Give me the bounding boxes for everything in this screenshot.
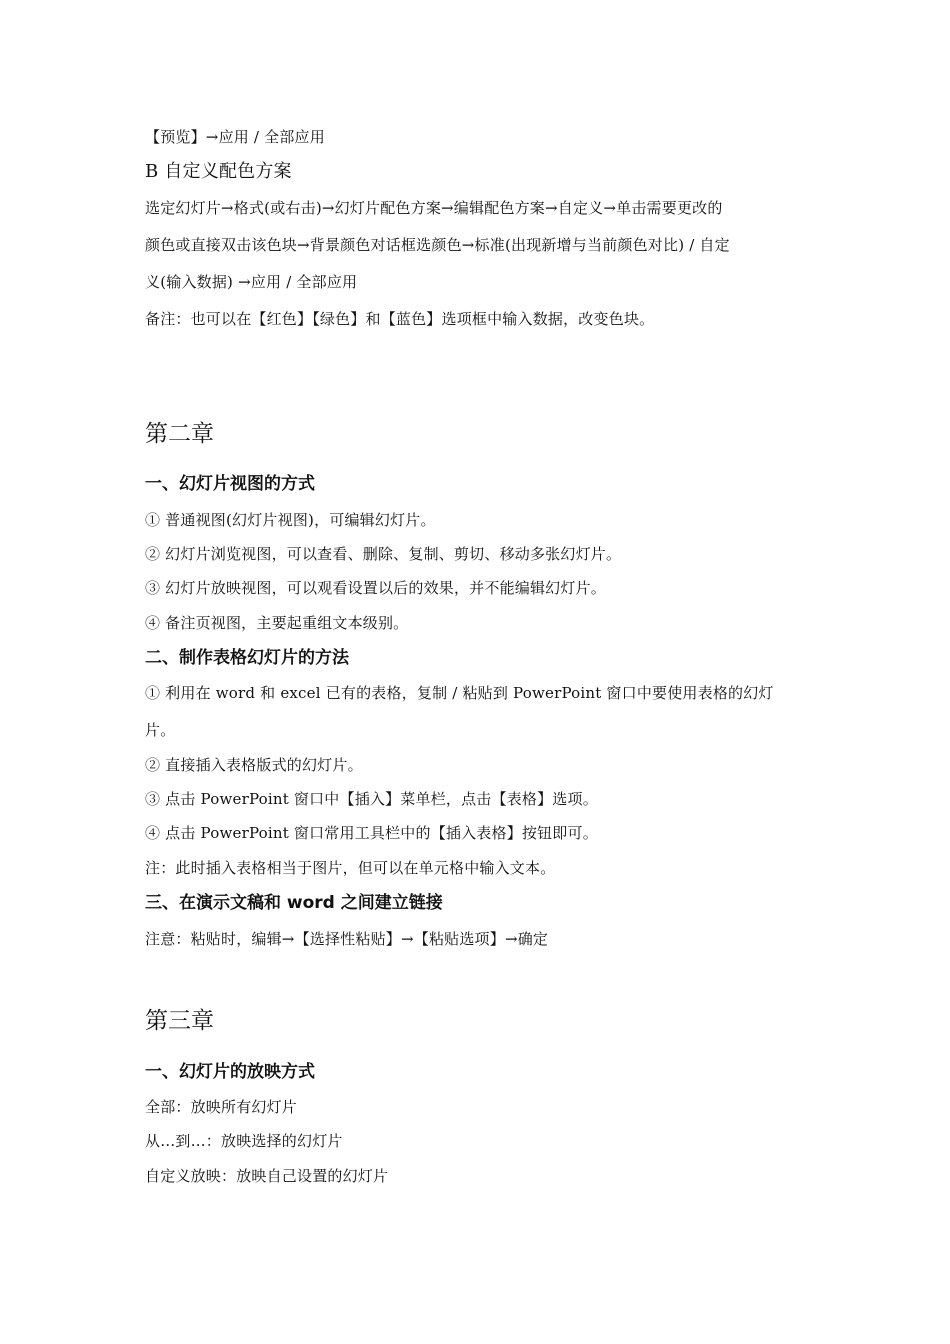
- ch2-s2-item-3: ③ 点击 PowerPoint 窗口中【插入】菜单栏，点击【表格】选项。: [145, 790, 598, 808]
- b-paragraph-line-1: 选定幻灯片→格式(或右击)→幻灯片配色方案→编辑配色方案→自定义→单击需要更改的: [145, 199, 723, 217]
- ch2-s1-item-4: ④ 备注页视图，主要起重组文本级别。: [145, 614, 409, 632]
- b-paragraph-line-2: 颜色或直接双击该色块→背景颜色对话框选颜色→标准(出现新增与当前颜色对比) / 自定: [145, 236, 730, 254]
- ch3-s1-item-3: 自定义放映：放映自己设置的幻灯片: [145, 1167, 389, 1185]
- ch2-s2-item-2: ② 直接插入表格版式的幻灯片。: [145, 756, 363, 774]
- ch2-s2-item-4: ④ 点击 PowerPoint 窗口常用工具栏中的【插入表格】按钮即可。: [145, 824, 598, 842]
- ch2-s2-item-1-line-2: 片。: [145, 721, 176, 739]
- chapter-2-title: 第二章: [145, 421, 214, 447]
- color-note: 备注：也可以在【红色】【绿色】和【蓝色】选项框中输入数据，改变色块。: [145, 310, 655, 328]
- ch2-s1-item-2: ② 幻灯片浏览视图，可以查看、删除、复制、剪切、移动多张幻灯片。: [145, 545, 622, 563]
- ch3-section-1-heading: 一、幻灯片的放映方式: [145, 1062, 315, 1082]
- ch2-s3-note: 注意：粘贴时，编辑→【选择性粘贴】→【粘贴选项】→确定: [145, 930, 549, 948]
- ch2-section-1-heading: 一、幻灯片视图的方式: [145, 474, 315, 494]
- ch3-s1-item-2: 从…到…：放映选择的幻灯片: [145, 1132, 343, 1150]
- ch2-section-3-heading: 三、在演示文稿和 word 之间建立链接: [145, 893, 443, 913]
- ch2-section-2-heading: 二、制作表格幻灯片的方法: [145, 648, 349, 668]
- preview-line: 【预览】→应用 / 全部应用: [145, 128, 325, 146]
- ch2-s1-item-3: ③ 幻灯片放映视图，可以观看设置以后的效果，并不能编辑幻灯片。: [145, 579, 606, 597]
- ch3-s1-item-1: 全部：放映所有幻灯片: [145, 1098, 298, 1116]
- ch2-s1-item-1: ① 普通视图(幻灯片视图)，可编辑幻灯片。: [145, 511, 436, 529]
- b-paragraph-line-3: 义(输入数据) →应用 / 全部应用: [145, 273, 358, 291]
- chapter-3-title: 第三章: [145, 1008, 214, 1034]
- ch2-s2-note: 注：此时插入表格相当于图片，但可以在单元格中输入文本。: [145, 859, 556, 877]
- ch2-s2-item-1-line-1: ① 利用在 word 和 excel 已有的表格，复制 / 粘贴到 PowerPoint 窗口中要使用表格的幻灯: [145, 684, 774, 702]
- b-heading: B 自定义配色方案: [145, 161, 292, 182]
